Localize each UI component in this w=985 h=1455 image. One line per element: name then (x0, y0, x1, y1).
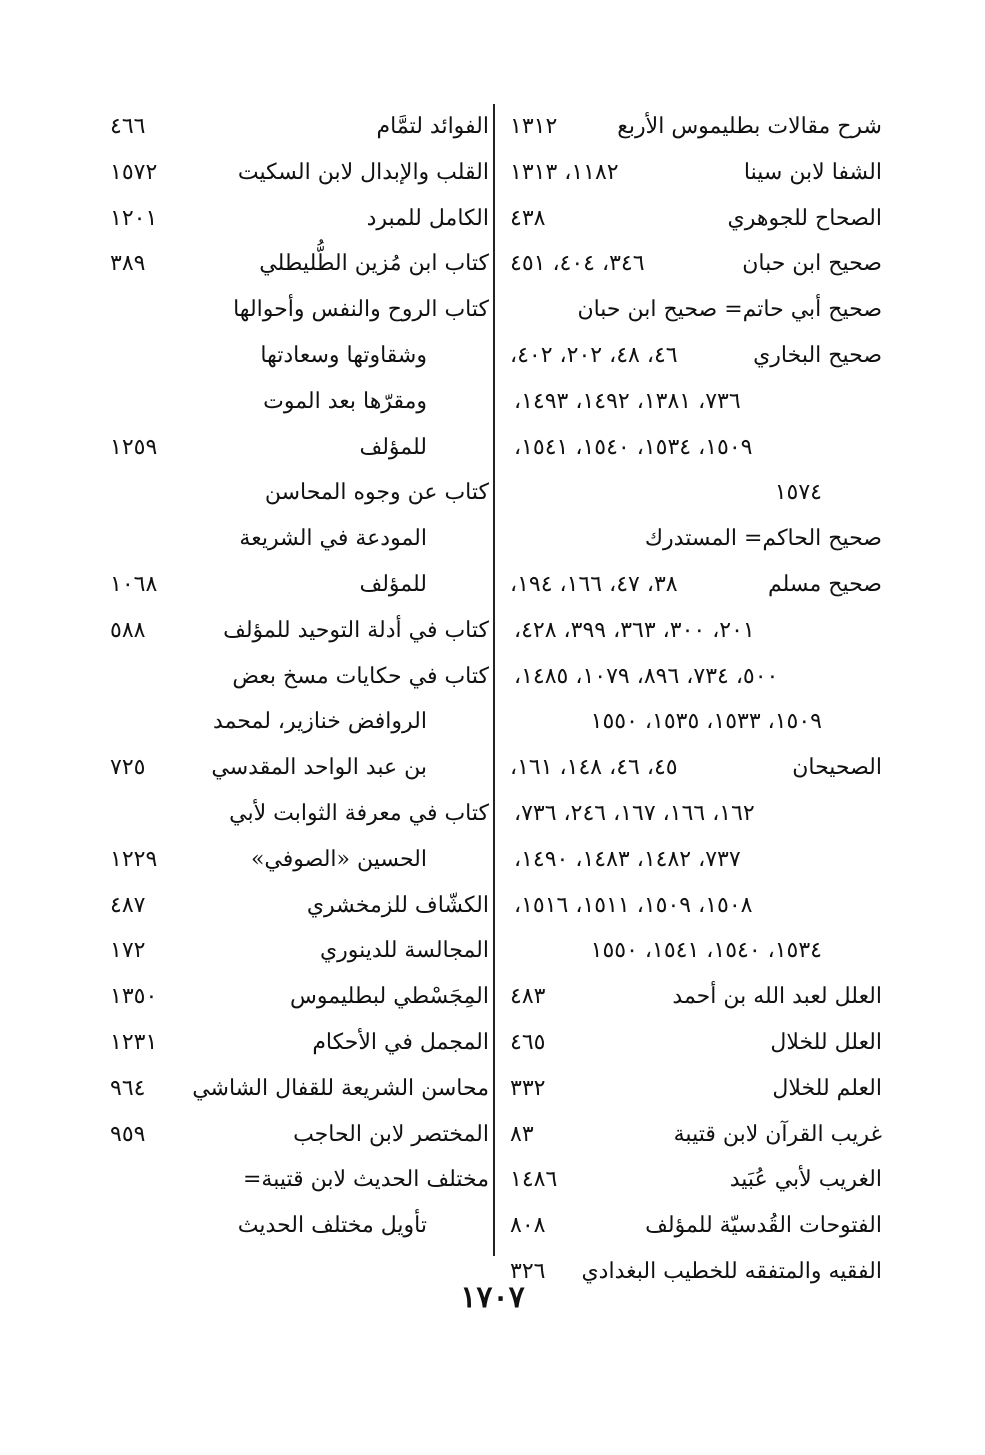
entry-title-continued: بن عبد الواحد المقدسي (211, 755, 427, 781)
entry-pages: ١٧٢ (110, 938, 146, 964)
entry-pages: ٣٨، ٤٧، ١٦٦، ١٩٤، (510, 571, 678, 597)
entry-title: المِجَسْطي لبطليموس (290, 984, 489, 1010)
entry-pages-continued: ٧٣٦، ١٣٨١، ١٤٩٢، ١٤٩٣، (514, 388, 741, 414)
index-entry (104, 287, 489, 333)
index-entry (104, 791, 489, 837)
entry-title-continued: للمؤلف (359, 571, 427, 597)
entry-title: صحيح البخاري (753, 342, 882, 368)
entry-pages: ٤٥، ٤٦، ١٤٨، ١٦١، (510, 755, 678, 781)
index-entry (502, 104, 882, 150)
entry-pages-continued: ١٥٠٩، ١٥٣٤، ١٥٤٠، ١٥٤١، (514, 434, 753, 460)
entry-title: الشفا لابن سينا (743, 159, 882, 185)
index-entry (502, 974, 882, 1020)
index-entry (104, 883, 489, 929)
entry-pages: ٤٦٦ (110, 114, 146, 139)
index-entry (104, 1066, 489, 1112)
entry-title: الغريب لأبي عُبَيد (729, 1167, 882, 1193)
entry-title: صحيح الحاكم= المستدرك (644, 526, 882, 552)
entry-pages: ١٥٧٢ (110, 159, 158, 185)
entry-pages: ٣٢٦ (510, 1258, 546, 1284)
entry-pages: ٣٣٢ (510, 1075, 546, 1101)
entry-pages: ٥٨٨ (110, 617, 146, 643)
entry-pages: ٤٦٥ (510, 1029, 546, 1055)
entry-title: غريب القرآن لابن قتيبة (673, 1121, 882, 1147)
index-entry (104, 1112, 489, 1158)
entry-title: شرح مقالات بطليموس الأربع (617, 114, 882, 139)
entry-pages: ٣٤٦، ٤٠٤، ٤٥١ (510, 251, 645, 277)
index-entry (502, 1020, 882, 1066)
index-entry (502, 928, 882, 974)
column-divider (493, 104, 495, 1256)
entry-pages: ٤٨٣ (510, 984, 546, 1010)
entry-title: محاسن الشريعة للقفال الشاشي (192, 1075, 489, 1101)
entry-pages-continued: ٥٠٠، ٧٣٤، ٨٩٦، ١٠٧٩، ١٤٨٥، (514, 663, 779, 689)
entry-title: كتاب الروح والنفس وأحوالها (233, 297, 489, 323)
index-entry (502, 1112, 882, 1158)
entry-pages: ١٣١٢ (510, 114, 558, 139)
entry-title-continued: المودعة في الشريعة (239, 526, 427, 552)
index-entry (502, 837, 882, 883)
index-entry (104, 1020, 489, 1066)
entry-title: صحيح مسلم (767, 571, 882, 597)
entry-title-continued: ومقرّها بعد الموت (263, 388, 427, 414)
entry-title: كتاب ابن مُزين الطُّليطلي (259, 251, 489, 277)
entry-title: الكامل للمبرد (366, 205, 489, 231)
entry-pages: ٤٨٧ (110, 892, 146, 918)
index-entry (104, 608, 489, 654)
entry-title: العلل لعبد الله بن أحمد (672, 984, 882, 1010)
index-entry (502, 516, 882, 562)
entry-pages-continued: ٢٠١، ٣٠٠، ٣٦٣، ٣٩٩، ٤٢٨، (514, 617, 755, 643)
entry-title: المجمل في الأحكام (312, 1029, 489, 1055)
entry-title: العلل للخلال (770, 1029, 882, 1055)
index-entry (502, 1066, 882, 1112)
index-entry (104, 150, 489, 196)
index-entry (502, 699, 882, 745)
entry-pages: ٩٦٤ (110, 1075, 146, 1101)
entry-pages-continued: ٧٣٧، ١٤٨٢، ١٤٨٣، ١٤٩٠، (514, 846, 741, 872)
index-entry (104, 196, 489, 242)
index-entry (502, 241, 882, 287)
entry-pages: ١٢٣١ (110, 1029, 158, 1055)
index-entry (104, 470, 489, 516)
entry-pages: ٤٦، ٤٨، ٢٠٢، ٤٠٢، (510, 342, 678, 368)
index-entry (104, 104, 489, 150)
index-entry (104, 928, 489, 974)
entry-pages-continued: ١٥٧٤ (774, 480, 822, 506)
index-entry (104, 562, 489, 608)
entry-pages: ١٢٠١ (110, 205, 158, 231)
index-entry (502, 745, 882, 791)
entry-title: المجالسة للدينوري (319, 938, 489, 964)
index-entry (104, 425, 489, 471)
entry-title: الصحيحان (792, 755, 882, 781)
index-entry (502, 608, 882, 654)
index-column-left (104, 104, 489, 1249)
entry-title-continued: تأويل مختلف الحديث (237, 1213, 427, 1239)
entry-pages: ٤٣٨ (510, 205, 546, 231)
entry-title: كتاب عن وجوه المحاسن (264, 480, 489, 506)
index-entry (104, 1203, 489, 1249)
index-entry (104, 974, 489, 1020)
entry-pages: ١٢٥٩ (110, 434, 158, 460)
entry-pages: ٧٢٥ (110, 755, 146, 781)
index-entry (502, 333, 882, 379)
index-entry (104, 516, 489, 562)
entry-pages-continued: ١٦٢، ١٦٦، ١٦٧، ٢٤٦، ٧٣٦، (514, 800, 755, 826)
index-entry (502, 379, 882, 425)
index-entry (502, 654, 882, 700)
page-number: ١٧٠٧ (460, 1280, 525, 1315)
index-entry (104, 745, 489, 791)
entry-title: كتاب في معرفة الثوابت لأبي (229, 800, 489, 826)
index-entry (502, 791, 882, 837)
entry-pages: ٩٥٩ (110, 1121, 146, 1147)
entry-title: مختلف الحديث لابن قتيبة= (242, 1167, 489, 1193)
entry-title: الفقيه والمتفقه للخطيب البغدادي (581, 1258, 882, 1284)
entry-pages: ١١٨٢، ١٣١٣ (510, 159, 619, 185)
index-entry (502, 1157, 882, 1203)
entry-title-continued: الحسين «الصوفي» (250, 846, 427, 872)
entry-title: القلب والإبدال لابن السكيت (237, 159, 489, 185)
index-entry (502, 287, 882, 333)
index-entry (502, 883, 882, 929)
entry-title: المختصر لابن الحاجب (293, 1121, 489, 1147)
entry-title: صحيح ابن حبان (742, 251, 882, 277)
entry-pages: ١٣٥٠ (110, 984, 158, 1010)
entry-title: الصحاح للجوهري (727, 205, 882, 231)
index-entry (104, 379, 489, 425)
entry-title: الفوائد لتمَّام (376, 114, 489, 139)
entry-pages-continued: ١٥٠٨، ١٥٠٩، ١٥١١، ١٥١٦، (514, 892, 753, 918)
entry-pages: ١٢٢٩ (110, 846, 158, 872)
index-column-right (502, 104, 882, 1295)
index-entry (104, 654, 489, 700)
index-entry (502, 425, 882, 471)
entry-title-continued: وشقاوتها وسعادتها (260, 342, 427, 368)
entry-pages-continued: ١٥٠٩، ١٥٣٣، ١٥٣٥، ١٥٥٠ (590, 709, 822, 735)
index-entry (502, 1203, 882, 1249)
entry-pages: ٨٠٨ (510, 1213, 546, 1239)
entry-pages: ١٠٦٨ (110, 571, 158, 597)
entry-title-continued: الروافض خنازير، لمحمد (213, 709, 427, 735)
entry-pages: ٣٨٩ (110, 251, 146, 277)
index-entry (104, 333, 489, 379)
entry-title: كتاب في حكايات مسخ بعض (232, 663, 489, 689)
entry-title: الكشّاف للزمخشري (306, 892, 489, 918)
entry-title: الفتوحات القُدسيّة للمؤلف (645, 1213, 882, 1239)
entry-pages: ٨٣ (510, 1121, 534, 1147)
entry-pages-continued: ١٥٣٤، ١٥٤٠، ١٥٤١، ١٥٥٠ (590, 938, 822, 964)
index-entry (104, 241, 489, 287)
index-entry (104, 837, 489, 883)
entry-title: كتاب في أدلة التوحيد للمؤلف (223, 617, 489, 643)
index-entry (502, 196, 882, 242)
entry-pages: ١٤٨٦ (510, 1167, 558, 1193)
index-entry (104, 699, 489, 745)
index-entry (104, 1157, 489, 1203)
entry-title: صحيح أبي حاتم= صحيح ابن حبان (577, 297, 882, 323)
index-entry (502, 562, 882, 608)
index-entry (502, 470, 882, 516)
entry-title: العلم للخلال (772, 1075, 882, 1101)
index-entry (502, 150, 882, 196)
entry-title-continued: للمؤلف (359, 434, 427, 460)
